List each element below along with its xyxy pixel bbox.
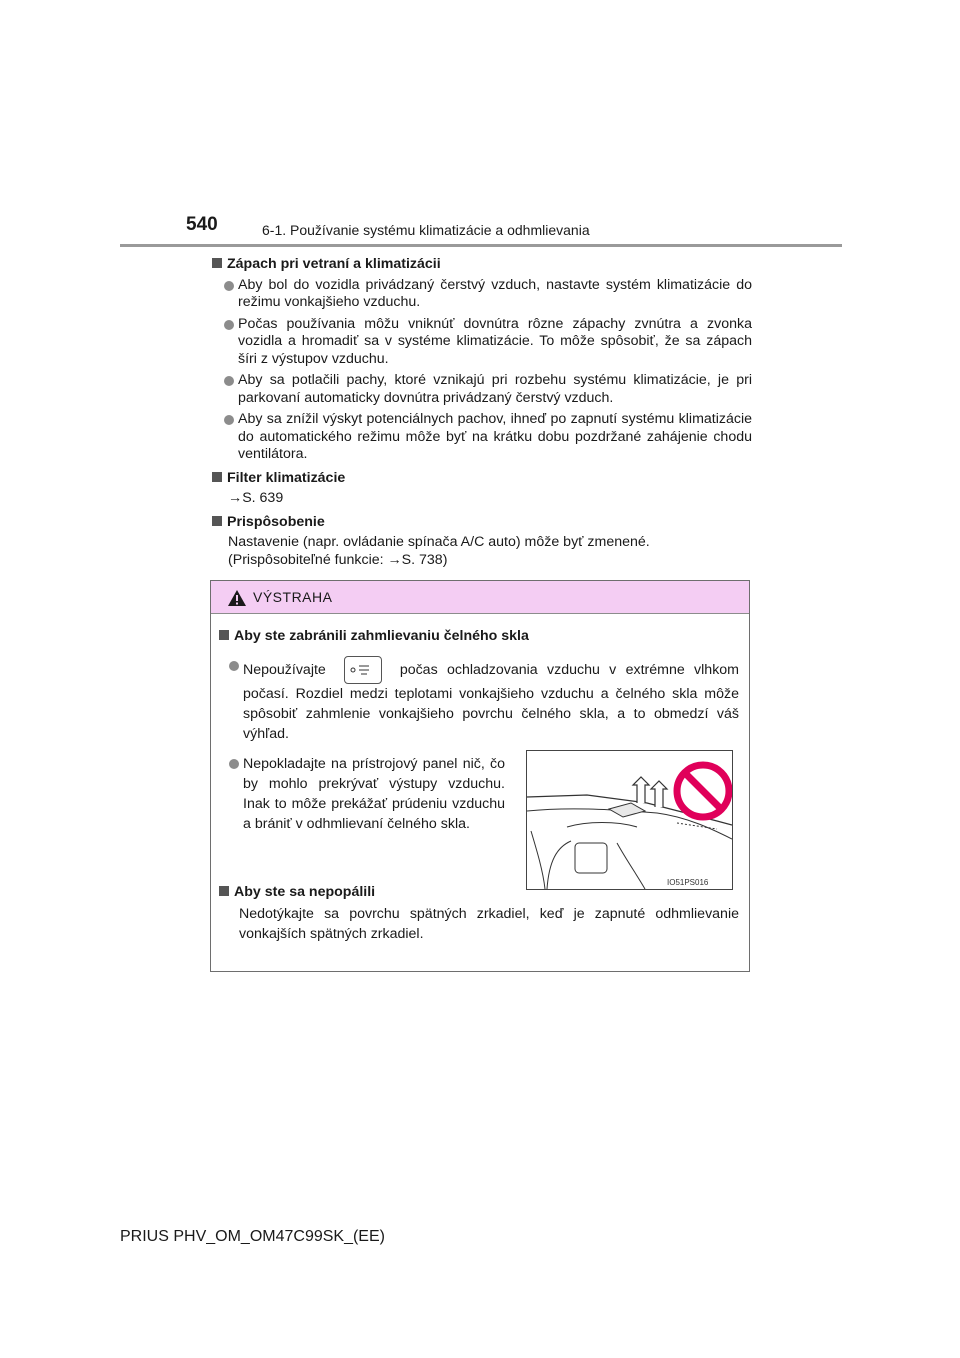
list-item: Aby sa potlačili pachy, ktoré vznikajú pri rozbehu systému klimatizácie, je pri parkovaní automaticky dovnútra privádzaný čerstvý vzduch. [208,372,752,407]
bullet-dot-icon [229,759,239,769]
bullet-dot-icon [224,320,234,330]
square-bullet-icon [212,472,222,482]
square-bullet-icon [212,258,222,268]
bullet-dot-icon [224,376,234,386]
list-item: Nepoužívajte počas ochladzovania vzduchu v extrémne vlhkom počasí. Rozdiel medzi teplotami vonkajšieho vzduchu a čelného skla môže spôsobiť zahmlenie vonkajšieho povrchu čelného skla, a to obmedzí váš výhľad. [215,656,739,744]
figure-code: IO51PS016 [667,878,709,887]
header-rule [120,244,842,247]
square-bullet-icon [219,630,229,640]
section-heading: Filter klimatizácie [208,470,752,488]
section-customization [208,514,752,570]
square-bullet-icon [219,886,229,896]
bullet-dot-icon [224,281,234,291]
warning-heading: Aby ste sa nepopálili [215,882,739,902]
list-item: Nepokladajte na prístrojový panel nič, čo by mohlo prekrývať výstupy vzduchu. Inak to môže prekážať prúdeniu vzduchu a brániť v odhmlievaní čelného skla. [215,754,505,834]
list-item: Počas používania môžu vniknúť dovnútra rôzne zápachy zvnútra a zvonka vozidla a hromadiť sa v systéme klimatizácie. To môže spôsobiť, že sa zápach šíri z výstupov vzduchu. [208,316,752,369]
section-heading: Prispôsobenie [208,514,752,532]
warning-triangle-icon [227,589,247,607]
section-odor [208,256,752,464]
list-item: Aby bol do vozidla privádzaný čerstvý vzduch, nastavte systém klimatizácie do režimu vonkajšieho vzduchu. [208,277,752,312]
list-item: Aby sa znížil výskyt potenciálnych pachov, ihneď po zapnutí systému klimatizácie do automatického režimu môže byť na krátku dobu pozdržané zahájenie chodu ventilátora. [208,411,752,464]
bullet-dot-icon [229,661,239,671]
main-content [208,256,752,575]
section-heading: Zápach pri vetraní a klimatizácii [208,256,752,274]
page-reference-link[interactable]: (Prispôsobiteľné funkcie: →S. 738) [228,551,448,568]
document-footer: PRIUS PHV_OM_OM47C99SK_(EE) [120,1228,385,1245]
defogger-button-icon [344,656,382,684]
section-filter [208,470,752,508]
section-title: 6-1. Používanie systému klimatizácie a odhmlievania [262,222,590,238]
warning-label: VÝSTRAHA [253,589,333,605]
dashboard-illustration [526,750,733,890]
dashboard-drawing-icon [527,751,732,889]
warning-heading: Aby ste zabránili zahmlievaniu čelného skla [215,626,739,646]
page-reference-link[interactable]: →S. 639 [228,490,284,506]
body-text: Nastavenie (napr. ovládanie spínača A/C auto) môže byť zmenené. [228,534,650,550]
bullet-dot-icon [224,415,234,425]
warning-header [211,581,749,614]
page-number: 540 [186,214,218,235]
body-text: Nedotýkajte sa povrchu spätných zrkadiel, keď je zapnuté odhmlievanie vonkajších spätných zrkadiel. [239,906,739,942]
square-bullet-icon [212,516,222,526]
